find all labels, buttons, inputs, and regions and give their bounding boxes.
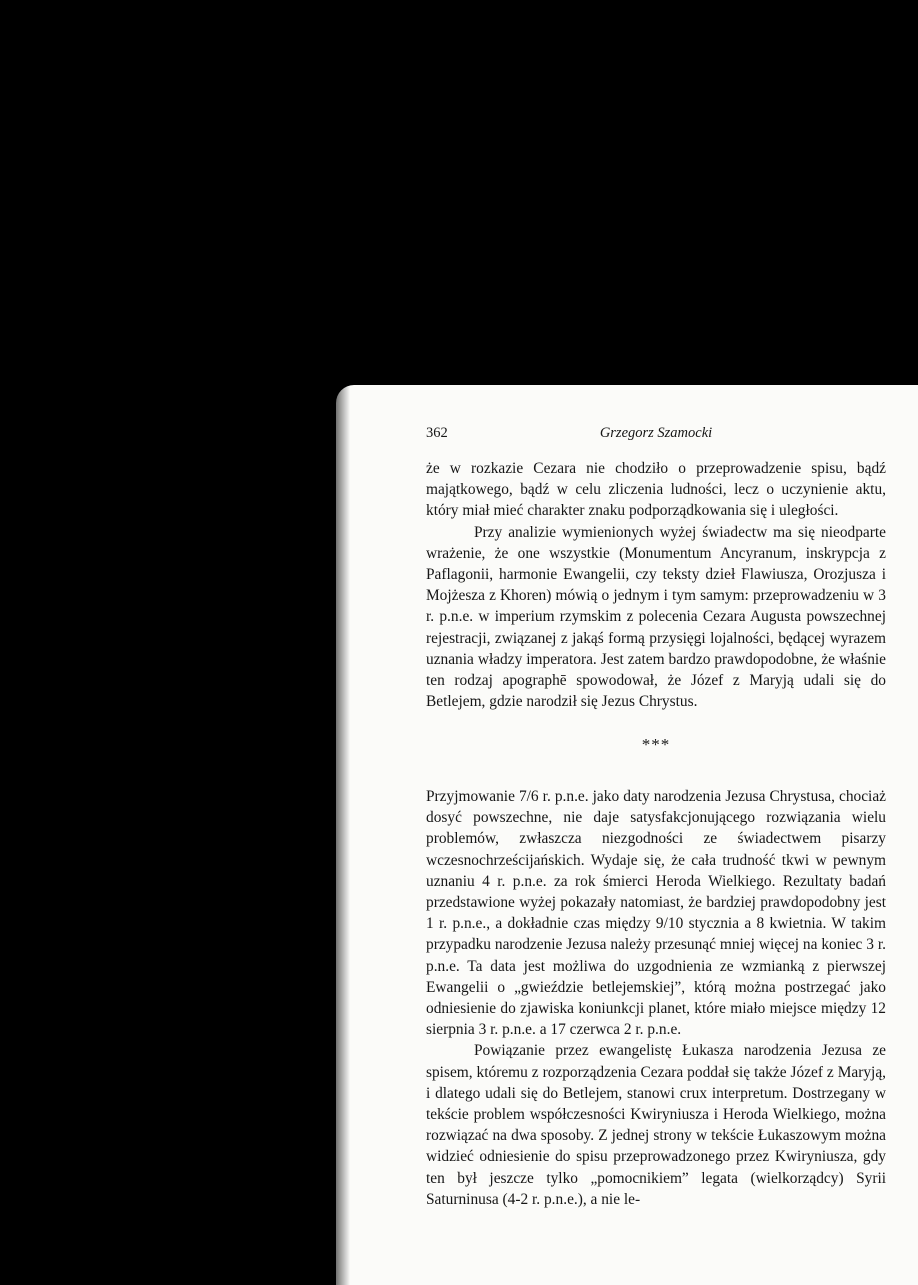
page-number: 362 xyxy=(426,425,448,441)
running-head-author: Grzegorz Szamocki xyxy=(599,425,713,441)
body-text-bottom xyxy=(426,786,886,1210)
running-header xyxy=(426,425,886,449)
section-separator: *** xyxy=(641,735,671,754)
paragraph: że w rozkazie Cezara nie chodziło o przeprowadzenie spisu, bądź majątkowego, bądź w celu zliczenia ludności, lecz o uczynienie aktu, który miał mieć charakter znaku podporządkowania się i uległości. xyxy=(426,460,886,520)
body-text-top xyxy=(426,458,886,712)
paragraph: Przy analizie wymienionych wyżej świadectw ma się nieodparte wrażenie, że one wszystkie (Monumentum Ancyranum, inskrypcja z Paflagonii, harmonie Ewangelii, czy teksty dzieł Flawiusza, Orozjusza i Mojżesza z Khoren) mówią o jednym i tym samym: przeprowadzeniu w 3 r. p.n.e. w imperium rzymskim z polecenia Cezara Augusta powszechnej rejestracji, związanej z jakąś formą przysięgi lojalności, będącej wyrazem uznania władzy imperatora. Jest zatem bardzo prawdopodobne, że właśnie ten rodzaj apographē spowodował, że Józef z Maryją udali się do Betlejem, gdzie narodził się Jezus Chrystus. xyxy=(426,523,886,711)
paragraph: Powiązanie przez ewangelistę Łukasza narodzenia Jezusa ze spisem, któremu z rozporządzenia Cezara poddał się także Józef z Maryją, i dlatego udali się do Betlejem, stanowi crux interpretum. Dostrzegany w tekście problem współczesności Kwiryniusza i Heroda Wielkiego, można rozwiązać na dwa sposoby. Z jednej strony w tekście Łukaszowym można widzieć odniesienie do spisu przeprowadzonego przez Kwiryniusza, gdy ten był jeszcze tylko „pomocnikiem” legata (wielkorządcy) Syrii Saturninusa (4-2 r. p.n.e.), a nie le- xyxy=(426,1042,886,1208)
paragraph: Przyjmowanie 7/6 r. p.n.e. jako daty narodzenia Jezusa Chrystusa, chociaż dosyć powszechne, nie daje satysfakcjonującego rozwiązania wielu problemów, zwłaszcza niezgodności ze świadectwem pisarzy wczesnochrześcijańskich. Wydaje się, że cała trudność tkwi w pewnym uznaniu 4 r. p.n.e. za rok śmierci Heroda Wielkiego. Rezultaty badań przedstawione wyżej pokazały natomiast, że bardziej prawdopodobny jest 1 r. p.n.e., a dokładnie czas między 9/10 stycznia a 8 kwietnia. W takim przypadku narodzenie Jezusa należy przesunąć mniej więcej na koniec 3 r. p.n.e. Ta data jest możliwa do uzgodnienia ze wzmianką z pierwszej Ewangelii o „gwieździe betlejemskiej”, którą można postrzegać jako odniesienie do zjawiska koniunkcji planet, które miało miejsce między 12 sierpnia 3 r. p.n.e. a 17 czerwca 2 r. p.n.e. xyxy=(426,788,886,1039)
